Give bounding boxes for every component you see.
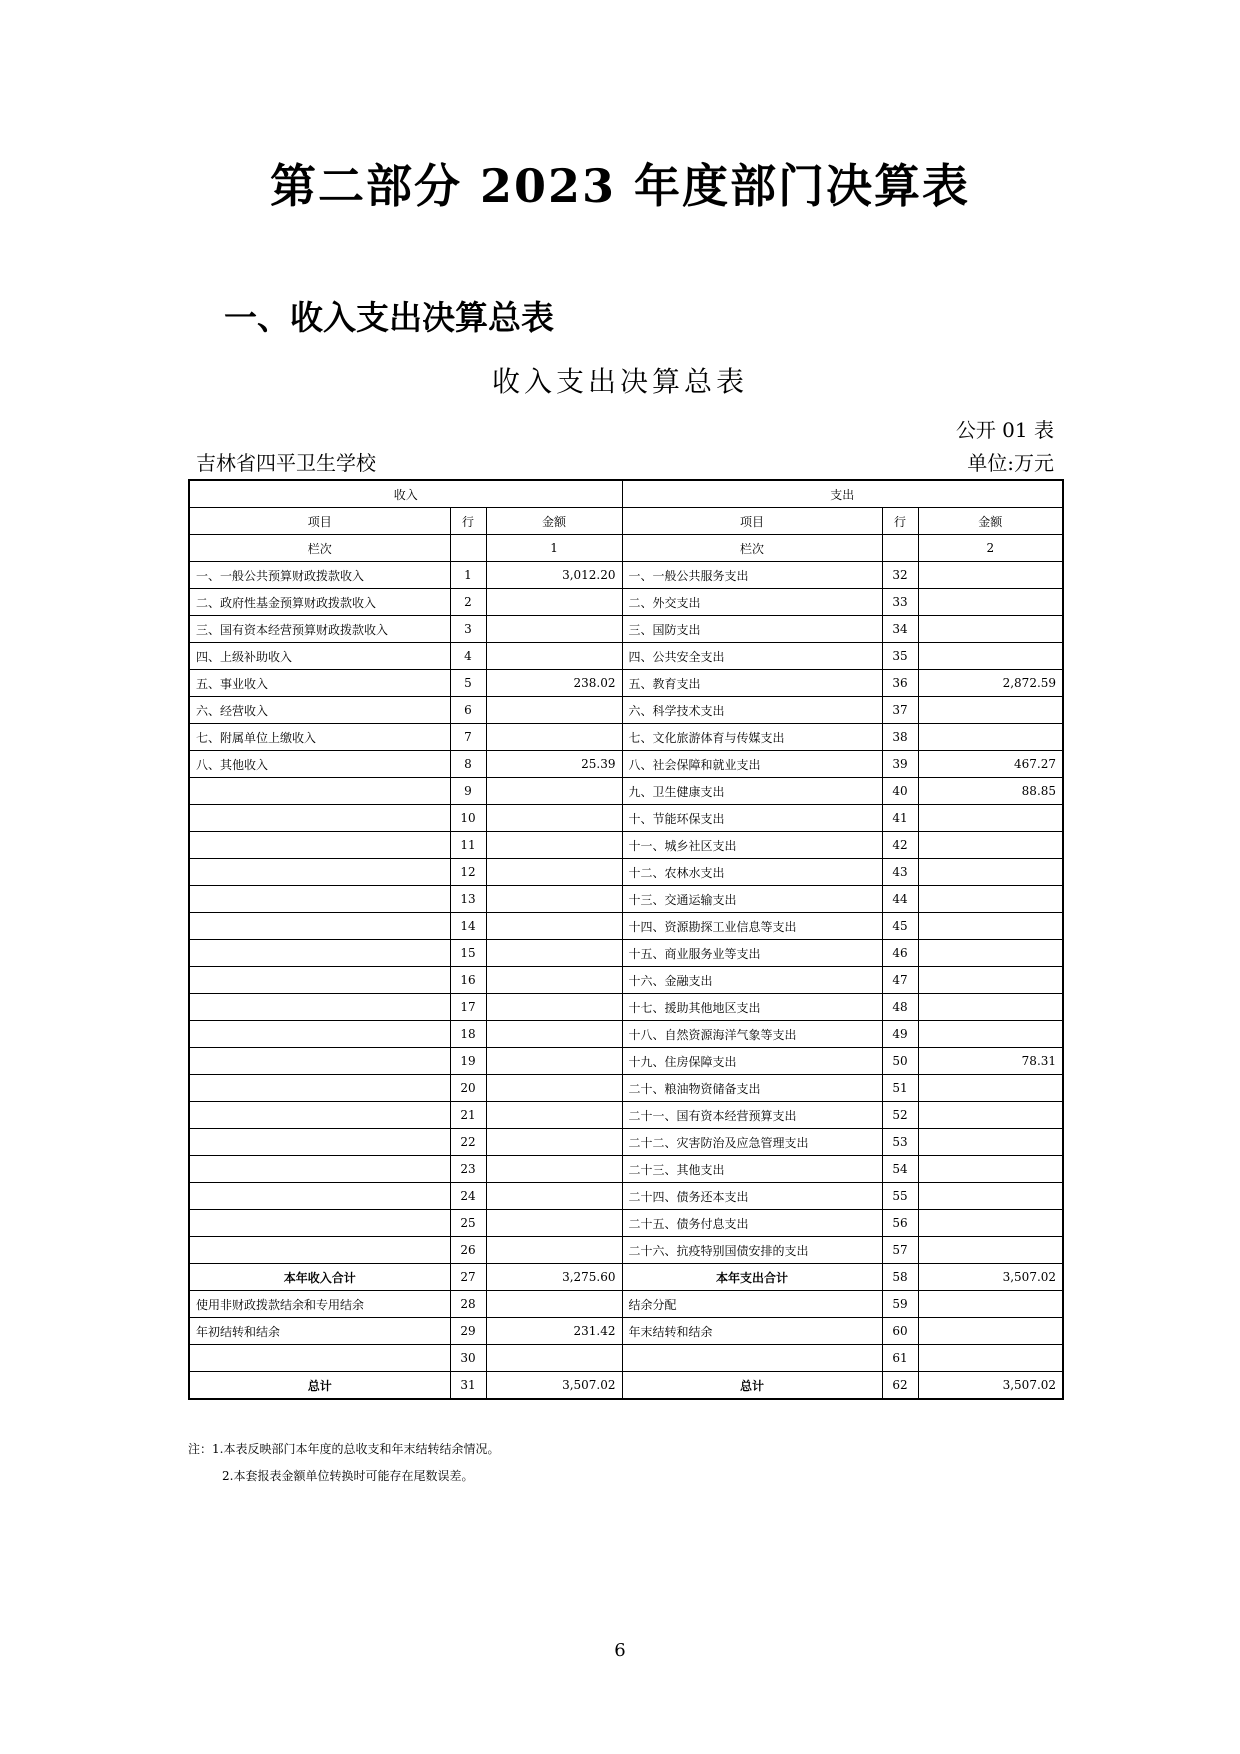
income-amount-cell	[486, 697, 622, 724]
income-expense-table	[188, 479, 1064, 1400]
income-row-number-cell: 21	[450, 1102, 486, 1129]
expense-row-number-cell: 33	[882, 589, 918, 616]
table-row	[189, 832, 1063, 859]
expense-row-number-cell: 45	[882, 913, 918, 940]
income-row-number-cell: 8	[450, 751, 486, 778]
income-amount-cell	[486, 643, 622, 670]
income-amount-cell	[486, 616, 622, 643]
table-row	[189, 1021, 1063, 1048]
table-row	[189, 1210, 1063, 1237]
expense-amount-cell	[918, 1156, 1063, 1183]
expense-row-number-cell: 38	[882, 724, 918, 751]
income-row-number-cell: 14	[450, 913, 486, 940]
expense-item-cell: 十四、资源勘探工业信息等支出	[622, 913, 882, 940]
income-amount-cell	[486, 913, 622, 940]
income-amount-cell	[486, 1237, 622, 1264]
table-body	[189, 562, 1063, 1400]
expense-amount-cell	[918, 1183, 1063, 1210]
income-item-cell	[189, 778, 450, 805]
expense-item-cell: 一、一般公共服务支出	[622, 562, 882, 589]
income-amount-cell	[486, 886, 622, 913]
expense-item-cell: 三、国防支出	[622, 616, 882, 643]
income-row-number-cell: 19	[450, 1048, 486, 1075]
income-amount-cell	[486, 1210, 622, 1237]
header-income-row: 行	[450, 508, 486, 535]
income-row-number-cell: 15	[450, 940, 486, 967]
expense-amount-cell	[918, 697, 1063, 724]
expense-row-number-cell: 35	[882, 643, 918, 670]
income-item-cell	[189, 1156, 450, 1183]
expense-amount-cell	[918, 913, 1063, 940]
income-amount-cell: 3,507.02	[486, 1372, 622, 1400]
table-row	[189, 616, 1063, 643]
income-item-cell: 七、附属单位上缴收入	[189, 724, 450, 751]
income-row-number-cell: 1	[450, 562, 486, 589]
income-item-cell	[189, 940, 450, 967]
income-row-number-cell: 28	[450, 1291, 486, 1318]
income-row-number-cell: 13	[450, 886, 486, 913]
expense-item-cell: 四、公共安全支出	[622, 643, 882, 670]
income-item-cell	[189, 994, 450, 1021]
income-item-cell: 二、政府性基金预算财政拨款收入	[189, 589, 450, 616]
table-row	[189, 1345, 1063, 1372]
expense-item-cell: 二、外交支出	[622, 589, 882, 616]
expense-amount-cell	[918, 1345, 1063, 1372]
expense-amount-cell: 88.85	[918, 778, 1063, 805]
expense-amount-cell	[918, 940, 1063, 967]
table-row	[189, 805, 1063, 832]
header-empty-cell	[450, 535, 486, 562]
table-row	[189, 1075, 1063, 1102]
expense-item-cell: 年末结转和结余	[622, 1318, 882, 1345]
income-row-number-cell: 24	[450, 1183, 486, 1210]
header-income-item: 项目	[189, 508, 450, 535]
note-1: 注：1.本表反映部门本年度的总收支和年末结转结余情况。	[188, 1442, 500, 1456]
income-amount-cell	[486, 859, 622, 886]
income-item-cell: 八、其他收入	[189, 751, 450, 778]
page-title: 第二部分 2023 年度部门决算表	[269, 159, 971, 213]
income-item-cell	[189, 859, 450, 886]
income-amount-cell: 3,275.60	[486, 1264, 622, 1291]
table-row	[189, 724, 1063, 751]
income-row-number-cell: 16	[450, 967, 486, 994]
expense-row-number-cell: 60	[882, 1318, 918, 1345]
header-expense-col-number: 2	[918, 535, 1063, 562]
table-row	[189, 1237, 1063, 1264]
header-expense-amount: 金额	[918, 508, 1063, 535]
income-amount-cell	[486, 1075, 622, 1102]
income-row-number-cell: 11	[450, 832, 486, 859]
expense-item-cell: 八、社会保障和就业支出	[622, 751, 882, 778]
expense-amount-cell	[918, 1129, 1063, 1156]
income-row-number-cell: 29	[450, 1318, 486, 1345]
income-item-cell	[189, 1210, 450, 1237]
expense-item-cell: 七、文化旅游体育与传媒支出	[622, 724, 882, 751]
expense-item-cell: 二十、粮油物资储备支出	[622, 1075, 882, 1102]
expense-row-number-cell: 47	[882, 967, 918, 994]
table-row	[189, 1048, 1063, 1075]
expense-item-cell: 二十六、抗疫特别国债安排的支出	[622, 1237, 882, 1264]
expense-row-number-cell: 40	[882, 778, 918, 805]
income-amount-cell	[486, 778, 622, 805]
income-item-cell: 五、事业收入	[189, 670, 450, 697]
unit-name: 吉林省四平卫生学校	[196, 451, 376, 475]
income-amount-cell: 25.39	[486, 751, 622, 778]
expense-row-number-cell: 61	[882, 1345, 918, 1372]
table-row	[189, 886, 1063, 913]
table-row	[189, 1156, 1063, 1183]
income-item-cell	[189, 1129, 450, 1156]
expense-row-number-cell: 42	[882, 832, 918, 859]
header-empty-cell	[882, 535, 918, 562]
expense-item-cell: 十六、金融支出	[622, 967, 882, 994]
header-expense: 支出	[622, 480, 1063, 508]
income-item-cell	[189, 886, 450, 913]
table-row	[189, 1318, 1063, 1345]
income-amount-cell	[486, 1129, 622, 1156]
header-income-col-number: 1	[486, 535, 622, 562]
expense-item-cell: 二十一、国有资本经营预算支出	[622, 1102, 882, 1129]
income-row-number-cell: 30	[450, 1345, 486, 1372]
income-item-cell	[189, 1075, 450, 1102]
expense-amount-cell	[918, 1021, 1063, 1048]
expense-amount-cell: 2,872.59	[918, 670, 1063, 697]
income-amount-cell	[486, 1048, 622, 1075]
table-row	[189, 1129, 1063, 1156]
unit-label: 单位:万元	[967, 451, 1054, 475]
expense-amount-cell	[918, 832, 1063, 859]
income-row-number-cell: 27	[450, 1264, 486, 1291]
expense-item-cell: 二十三、其他支出	[622, 1156, 882, 1183]
expense-amount-cell	[918, 643, 1063, 670]
table-header-row-2	[189, 508, 1063, 535]
table-row	[189, 940, 1063, 967]
income-amount-cell	[486, 805, 622, 832]
income-row-number-cell: 22	[450, 1129, 486, 1156]
table-row	[189, 994, 1063, 1021]
income-item-cell	[189, 1021, 450, 1048]
expense-item-cell: 十二、农林水支出	[622, 859, 882, 886]
income-item-cell: 六、经营收入	[189, 697, 450, 724]
income-item-cell: 三、国有资本经营预算财政拨款收入	[189, 616, 450, 643]
income-item-cell	[189, 1237, 450, 1264]
expense-item-cell: 六、科学技术支出	[622, 697, 882, 724]
expense-row-number-cell: 59	[882, 1291, 918, 1318]
header-income: 收入	[189, 480, 622, 508]
income-row-number-cell: 25	[450, 1210, 486, 1237]
income-amount-cell	[486, 1345, 622, 1372]
expense-row-number-cell: 50	[882, 1048, 918, 1075]
expense-row-number-cell: 62	[882, 1372, 918, 1400]
income-amount-cell	[486, 994, 622, 1021]
income-row-number-cell: 2	[450, 589, 486, 616]
income-row-number-cell: 7	[450, 724, 486, 751]
expense-amount-cell	[918, 1102, 1063, 1129]
income-row-number-cell: 3	[450, 616, 486, 643]
header-expense-row: 行	[882, 508, 918, 535]
expense-row-number-cell: 54	[882, 1156, 918, 1183]
expense-amount-cell: 467.27	[918, 751, 1063, 778]
income-item-cell: 总计	[189, 1372, 450, 1400]
table-row	[189, 589, 1063, 616]
expense-row-number-cell: 32	[882, 562, 918, 589]
income-row-number-cell: 12	[450, 859, 486, 886]
income-item-cell: 使用非财政拨款结余和专用结余	[189, 1291, 450, 1318]
expense-row-number-cell: 56	[882, 1210, 918, 1237]
income-item-cell	[189, 1102, 450, 1129]
income-item-cell	[189, 832, 450, 859]
expense-row-number-cell: 57	[882, 1237, 918, 1264]
table-row	[189, 1264, 1063, 1291]
expense-amount-cell: 78.31	[918, 1048, 1063, 1075]
expense-amount-cell	[918, 994, 1063, 1021]
expense-row-number-cell: 44	[882, 886, 918, 913]
income-item-cell	[189, 1048, 450, 1075]
expense-row-number-cell: 43	[882, 859, 918, 886]
income-amount-cell: 3,012.20	[486, 562, 622, 589]
expense-item-cell: 二十五、债务付息支出	[622, 1210, 882, 1237]
table-row	[189, 859, 1063, 886]
expense-item-cell: 十一、城乡社区支出	[622, 832, 882, 859]
table-row	[189, 1102, 1063, 1129]
expense-amount-cell	[918, 562, 1063, 589]
expense-item-cell	[622, 1345, 882, 1372]
expense-row-number-cell: 52	[882, 1102, 918, 1129]
expense-item-cell: 五、教育支出	[622, 670, 882, 697]
income-item-cell	[189, 805, 450, 832]
expense-item-cell: 十九、住房保障支出	[622, 1048, 882, 1075]
expense-amount-cell	[918, 886, 1063, 913]
table-row	[189, 670, 1063, 697]
table-row	[189, 913, 1063, 940]
table-row	[189, 1291, 1063, 1318]
income-row-number-cell: 31	[450, 1372, 486, 1400]
table-row	[189, 778, 1063, 805]
expense-amount-cell	[918, 805, 1063, 832]
income-amount-cell	[486, 724, 622, 751]
table-code: 公开 01 表	[955, 418, 1054, 442]
table-header-row-3	[189, 535, 1063, 562]
income-row-number-cell: 6	[450, 697, 486, 724]
income-item-cell	[189, 913, 450, 940]
income-item-cell	[189, 967, 450, 994]
table-title: 收入支出决算总表	[491, 365, 748, 398]
expense-amount-cell	[918, 616, 1063, 643]
header-income-column-order: 栏次	[189, 535, 450, 562]
header-income-amount: 金额	[486, 508, 622, 535]
table-row	[189, 562, 1063, 589]
expense-item-cell: 二十二、灾害防治及应急管理支出	[622, 1129, 882, 1156]
expense-item-cell: 九、卫生健康支出	[622, 778, 882, 805]
income-amount-cell: 238.02	[486, 670, 622, 697]
expense-row-number-cell: 58	[882, 1264, 918, 1291]
income-amount-cell	[486, 1291, 622, 1318]
expense-amount-cell	[918, 1075, 1063, 1102]
note-2: 2.本套报表金额单位转换时可能存在尾数误差。	[222, 1469, 474, 1483]
expense-row-number-cell: 53	[882, 1129, 918, 1156]
income-row-number-cell: 17	[450, 994, 486, 1021]
income-amount-cell	[486, 967, 622, 994]
table-row	[189, 1183, 1063, 1210]
income-row-number-cell: 26	[450, 1237, 486, 1264]
income-amount-cell	[486, 1183, 622, 1210]
notes	[188, 1436, 499, 1490]
expense-row-number-cell: 36	[882, 670, 918, 697]
expense-amount-cell: 3,507.02	[918, 1372, 1063, 1400]
expense-amount-cell	[918, 1291, 1063, 1318]
income-row-number-cell: 9	[450, 778, 486, 805]
table-header-row-1	[189, 480, 1063, 508]
income-item-cell: 四、上级补助收入	[189, 643, 450, 670]
income-item-cell: 年初结转和结余	[189, 1318, 450, 1345]
expense-row-number-cell: 51	[882, 1075, 918, 1102]
expense-item-cell: 十八、自然资源海洋气象等支出	[622, 1021, 882, 1048]
expense-item-cell: 十、节能环保支出	[622, 805, 882, 832]
income-item-cell	[189, 1345, 450, 1372]
income-amount-cell	[486, 1156, 622, 1183]
income-item-cell	[189, 1183, 450, 1210]
expense-row-number-cell: 48	[882, 994, 918, 1021]
income-amount-cell: 231.42	[486, 1318, 622, 1345]
income-item-cell: 一、一般公共预算财政拨款收入	[189, 562, 450, 589]
expense-amount-cell: 3,507.02	[918, 1264, 1063, 1291]
income-amount-cell	[486, 589, 622, 616]
expense-item-cell: 十三、交通运输支出	[622, 886, 882, 913]
income-amount-cell	[486, 940, 622, 967]
income-row-number-cell: 10	[450, 805, 486, 832]
expense-item-cell: 二十四、债务还本支出	[622, 1183, 882, 1210]
expense-row-number-cell: 55	[882, 1183, 918, 1210]
expense-amount-cell	[918, 1318, 1063, 1345]
expense-row-number-cell: 49	[882, 1021, 918, 1048]
expense-row-number-cell: 37	[882, 697, 918, 724]
expense-row-number-cell: 34	[882, 616, 918, 643]
income-amount-cell	[486, 832, 622, 859]
expense-row-number-cell: 39	[882, 751, 918, 778]
income-row-number-cell: 18	[450, 1021, 486, 1048]
expense-amount-cell	[918, 1210, 1063, 1237]
expense-item-cell: 十七、援助其他地区支出	[622, 994, 882, 1021]
expense-amount-cell	[918, 859, 1063, 886]
income-row-number-cell: 23	[450, 1156, 486, 1183]
income-row-number-cell: 5	[450, 670, 486, 697]
income-row-number-cell: 20	[450, 1075, 486, 1102]
expense-row-number-cell: 46	[882, 940, 918, 967]
expense-row-number-cell: 41	[882, 805, 918, 832]
expense-item-cell: 总计	[622, 1372, 882, 1400]
table-row	[189, 751, 1063, 778]
expense-amount-cell	[918, 1237, 1063, 1264]
header-expense-item: 项目	[622, 508, 882, 535]
income-row-number-cell: 4	[450, 643, 486, 670]
expense-amount-cell	[918, 967, 1063, 994]
expense-item-cell: 本年支出合计	[622, 1264, 882, 1291]
table-row	[189, 967, 1063, 994]
income-item-cell: 本年收入合计	[189, 1264, 450, 1291]
table-row	[189, 1372, 1063, 1400]
table-row	[189, 643, 1063, 670]
expense-item-cell: 结余分配	[622, 1291, 882, 1318]
expense-item-cell: 十五、商业服务业等支出	[622, 940, 882, 967]
income-amount-cell	[486, 1102, 622, 1129]
expense-amount-cell	[918, 724, 1063, 751]
table-row	[189, 697, 1063, 724]
page-number: 6	[614, 1640, 626, 1661]
header-expense-column-order: 栏次	[622, 535, 882, 562]
income-amount-cell	[486, 1021, 622, 1048]
section-heading: 一、收入支出决算总表	[224, 298, 554, 337]
expense-amount-cell	[918, 589, 1063, 616]
